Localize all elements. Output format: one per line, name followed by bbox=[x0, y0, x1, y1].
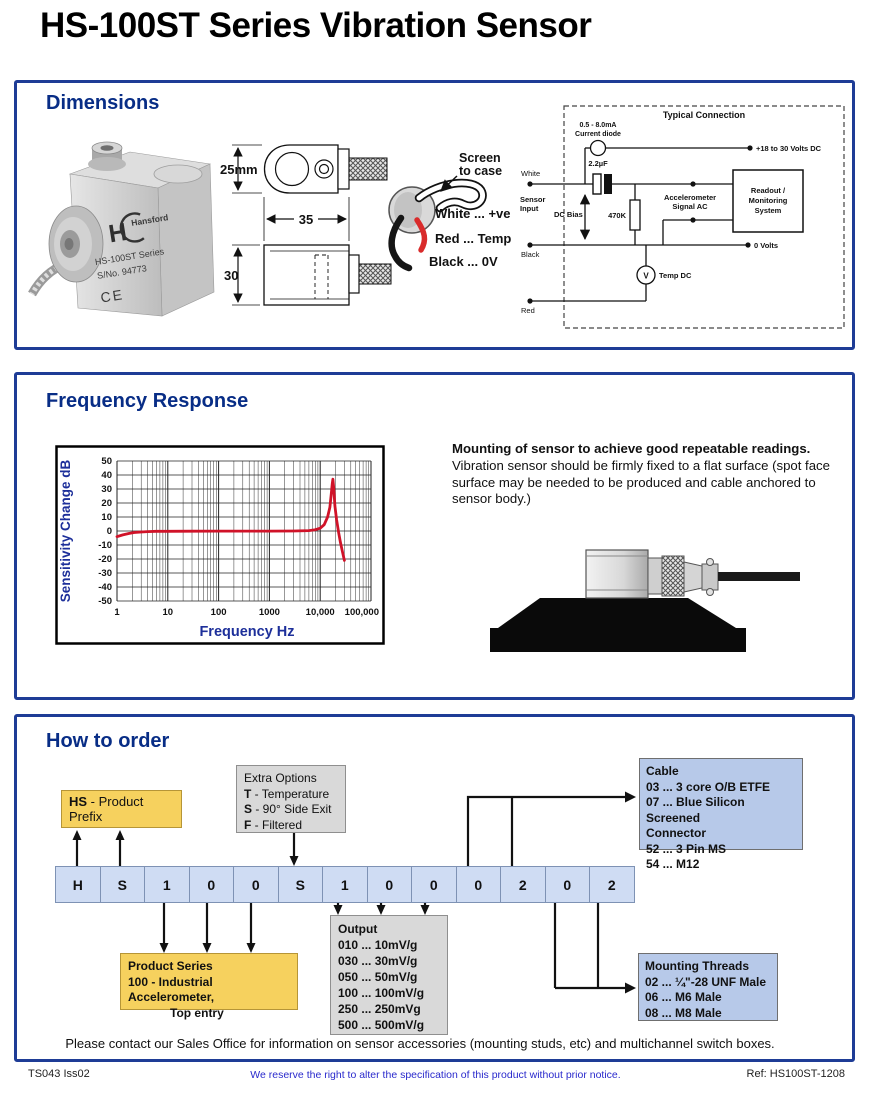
svg-text:-10: -10 bbox=[98, 540, 112, 552]
product-series-line: Product Series bbox=[128, 959, 213, 973]
circuit-diagram bbox=[518, 96, 858, 341]
connector-ribbed bbox=[662, 556, 684, 596]
zero-volts-label: 0 Volts bbox=[754, 241, 779, 250]
temp-dc-label: Temp DC bbox=[659, 271, 692, 280]
svg-text:1: 1 bbox=[114, 607, 120, 618]
code-cell: 2 bbox=[590, 867, 634, 902]
mounting-line: Mounting Threads bbox=[645, 959, 749, 973]
code-cell: 0 bbox=[234, 867, 279, 902]
svg-text:100: 100 bbox=[210, 607, 227, 618]
capacitor-icon bbox=[593, 174, 601, 194]
code-cell: S bbox=[101, 867, 146, 902]
footer-doc-number: TS043 Iss02 bbox=[28, 1068, 90, 1080]
mounting-line: 08 ... M8 Male bbox=[645, 1005, 722, 1020]
output-line: 100 ... 100mV/g bbox=[338, 986, 425, 1000]
width-dimension-label: 35 bbox=[298, 212, 314, 227]
svg-text:100,000: 100,000 bbox=[344, 607, 379, 618]
readout-label-3: System bbox=[754, 206, 782, 215]
cable-options-box bbox=[639, 758, 803, 871]
svg-text:-50: -50 bbox=[98, 596, 112, 608]
svg-text:20: 20 bbox=[101, 498, 112, 510]
mounting-line: 06 ... M6 Male bbox=[645, 990, 722, 1004]
mounting-note bbox=[452, 441, 854, 508]
mounting-threads-box bbox=[638, 953, 778, 1021]
dimension-drawing bbox=[218, 133, 393, 318]
code-cell: 1 bbox=[145, 867, 190, 902]
svg-text:10: 10 bbox=[162, 607, 174, 618]
output-line: 030 ... 30mV/g bbox=[338, 954, 418, 968]
footer-notice: We reserve the right to alter the specification of this product without prior notice. bbox=[250, 1069, 621, 1081]
output-line: Output bbox=[338, 922, 378, 936]
frequency-response-heading: Frequency Response bbox=[46, 390, 249, 412]
product-prefix-box: HS - Product Prefix bbox=[61, 790, 182, 828]
black-terminal-label: Black bbox=[521, 250, 540, 259]
extra-option-item: F - Filtered bbox=[244, 817, 303, 832]
white-terminal-label: White bbox=[521, 169, 541, 178]
voltmeter-icon: V bbox=[643, 271, 649, 281]
black-wire-label: Black ... 0V bbox=[429, 254, 498, 269]
cable-line: 07 ... Blue Silicon Screened bbox=[646, 795, 745, 825]
accel-signal-label-1: Accelerometer bbox=[663, 193, 717, 202]
output-options-box bbox=[330, 915, 448, 1035]
code-cell: 0 bbox=[457, 867, 502, 902]
page-title: HS-100ST Series Vibration Sensor bbox=[40, 6, 592, 45]
product-series-line: 100 - Industrial Accelerometer, bbox=[128, 974, 215, 1004]
y-axis-label: Sensitivity Change dB bbox=[58, 459, 73, 603]
order-code-row bbox=[55, 866, 635, 903]
extra-option-item: S - 90° Side Exit bbox=[244, 802, 332, 816]
extra-options-box bbox=[236, 765, 346, 833]
brand-label: Hansford bbox=[130, 212, 169, 228]
code-cell: 0 bbox=[190, 867, 235, 902]
sensor-photo bbox=[28, 132, 226, 337]
current-diode-label-1: 0.5 - 8.0mA bbox=[579, 122, 617, 129]
cable-line: Cable bbox=[646, 764, 679, 778]
extra-options-title: Extra Options bbox=[244, 771, 317, 785]
mounting-surface bbox=[498, 598, 736, 628]
footer-ref: Ref: HS100ST-1208 bbox=[746, 1068, 845, 1080]
output-line: 500 ... 500mV/g bbox=[338, 1018, 425, 1032]
circuit-title: Typical Connection bbox=[662, 110, 746, 120]
how-to-order-heading: How to order bbox=[46, 730, 170, 752]
current-diode-label-2: Current diode bbox=[575, 131, 621, 138]
svg-text:0: 0 bbox=[106, 526, 112, 538]
svg-text:-20: -20 bbox=[98, 554, 112, 566]
mounting-line: 02 ... ¼"-28 UNF Male bbox=[645, 974, 767, 989]
dc-bias-label: DC Bias bbox=[554, 210, 583, 219]
svg-text:-40: -40 bbox=[98, 582, 112, 594]
top-disc bbox=[154, 165, 202, 183]
red-wire-label: Red ... Temp bbox=[435, 231, 512, 246]
sensor-input-label-1: Sensor bbox=[520, 195, 546, 204]
svg-text:1000: 1000 bbox=[258, 607, 280, 618]
output-line: 250 ... 250mVg bbox=[338, 1002, 421, 1016]
code-cell: H bbox=[56, 867, 101, 902]
sales-office-note: Please contact our Sales Office for information on sensor accessories (mounting studs, etc) and multichannel switch boxes. bbox=[65, 1036, 775, 1051]
supply-label: +18 to 30 Volts DC bbox=[756, 144, 822, 153]
hansford-logo-icon: H bbox=[106, 217, 129, 249]
series-label: HS-100ST Series bbox=[94, 246, 165, 268]
sensor-input-label-2: Input bbox=[520, 204, 539, 213]
screen-label-1: Screen bbox=[459, 151, 501, 165]
red-terminal-label: Red bbox=[521, 306, 535, 315]
code-cell: S bbox=[279, 867, 324, 902]
output-line: 050 ... 50mV/g bbox=[338, 970, 418, 984]
mounting-note-bold: Mounting of sensor to achieve good repeatable readings. bbox=[452, 441, 811, 456]
code-cell: 2 bbox=[501, 867, 546, 902]
svg-text:50: 50 bbox=[101, 456, 112, 468]
svg-text:10: 10 bbox=[101, 512, 112, 524]
serial-label: S/No. 94773 bbox=[96, 263, 148, 281]
capacitor-label: 2.2µF bbox=[588, 159, 608, 168]
cable-clamp bbox=[702, 564, 718, 590]
accel-signal-label-2: Signal AC bbox=[672, 202, 708, 211]
mounted-sensor-body bbox=[586, 550, 648, 598]
resistor-label: 470K bbox=[608, 211, 626, 220]
code-cell: 0 bbox=[412, 867, 457, 902]
svg-text:40: 40 bbox=[101, 470, 112, 482]
extra-option-item: T - Temperature bbox=[244, 786, 330, 801]
wire-pigtail-diagram bbox=[383, 148, 541, 273]
cable-line: 03 ... 3 core O/B ETFE bbox=[646, 779, 771, 794]
frequency-chart bbox=[55, 445, 385, 645]
depth-dimension-label: 30 bbox=[224, 268, 239, 283]
product-series-line: Top entry bbox=[170, 1005, 224, 1020]
cable bbox=[718, 572, 800, 581]
mounting-drawing bbox=[488, 528, 808, 683]
svg-text:10,000: 10,000 bbox=[305, 607, 335, 618]
dimensions-heading: Dimensions bbox=[46, 92, 160, 114]
x-axis-label: Frequency Hz bbox=[199, 624, 295, 640]
cable-line: 54 ... M12 bbox=[646, 857, 700, 871]
cable-line: Connector bbox=[646, 826, 706, 840]
ce-mark: CE bbox=[99, 286, 126, 306]
cable-line: 52 ... 3 Pin MS bbox=[646, 841, 727, 856]
svg-text:30: 30 bbox=[101, 484, 112, 496]
product-series-box bbox=[120, 953, 298, 1020]
code-cell: 1 bbox=[323, 867, 368, 902]
svg-text:-30: -30 bbox=[98, 568, 112, 580]
white-wire-label: White ... +ve bbox=[435, 206, 511, 221]
code-cell: 0 bbox=[546, 867, 591, 902]
screen-label-2: to case bbox=[459, 164, 503, 178]
mounting-note-rest: Vibration sensor should be firmly fixed to a flat surface (spot face surface may be needed to be produced and cable anchored to sensor body.) bbox=[452, 457, 830, 507]
height-dimension-label: 25mm bbox=[220, 162, 258, 177]
readout-label-2: Monitoring bbox=[748, 196, 788, 205]
readout-label-1: Readout / bbox=[750, 186, 786, 195]
code-cell: 0 bbox=[368, 867, 413, 902]
output-line: 010 ... 10mV/g bbox=[338, 938, 418, 952]
